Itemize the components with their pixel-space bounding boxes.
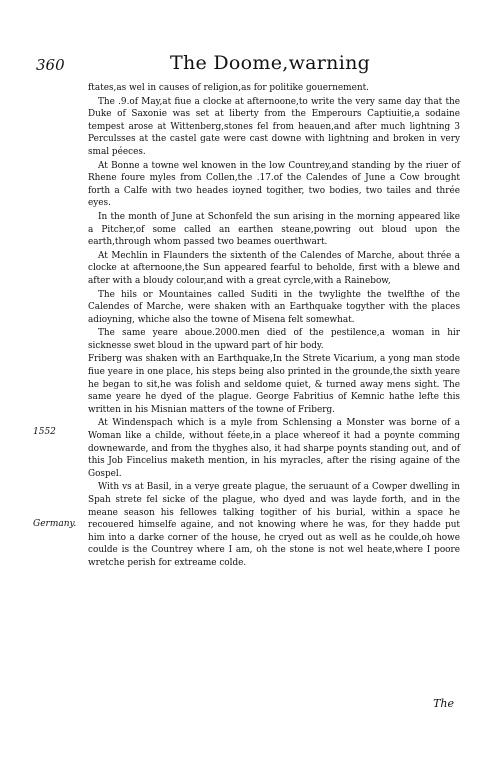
paragraph-schonfeld: In the month of June at Schonfeld the sun arising in the morning appeared like a Pitcher,of some called an earthen steane,powring out bloud upon the earth,through whom passed two beames ouerthwart. <box>88 211 460 248</box>
paragraph-windenspach: At Windenspach which is a myle from Schlensing a Monster was borne of a Woman like a childe, without féete,in a place whereof it had a poynte comming downewarde, and from the thyghes also, it had sharpe poynts standing out, and of this Job Fincelius maketh mention, in his myracles, after the rising againe of the Gospel. <box>88 418 460 479</box>
paragraph-mechlin: At Mechlin in Flaunders the sixtenth of the Calendes of Marche, about thrée a clocke at afternoone,the Sun appeared fearful to beholde, first with a blewe and after with a bloudy colour,and with a great cyrcle,with a Rainebow, <box>88 250 460 286</box>
paragraph-suditi: The hils or Mountaines called Suditi in the twylighte the twelfthe of the Calendes of Marche, were shaken with an Earthquake togyther with the places adioyning, whiche also the towne of Misena felt somewhat. <box>88 289 460 325</box>
paragraph-bonne: At Bonne a towne wel knowen in the low Countrey,and standing by the riuer of Rhene foure myles from Collen,the .17.of the Calendes of June a Cow brought forth a Calfe with two heades ioyned togither, two bodies, two tailes and thrée eyes. <box>88 160 460 209</box>
paragraph-pestilence: The same yeare abouе.2000.men died of the pestilence,a woman in hir sicknesse swet bloud in the upward part of hir body. <box>88 328 460 351</box>
margin-note-year: 1552 <box>33 427 56 437</box>
paragraph-basil: With vs at Basil, in a verye greate plague, the seruaunt of a Cowper dwelling in Spah strete fel sicke of the plague, who dyed and was layde forth, and in the meane season his fellowes talking togither of his burial, within a space he recouered himselfe againe, and not knowing where he was, for they hadde put him into a darke corner of the house, he cryed out as well as he coulde,oh howe coulde is the Countrey where I am, oh the stone is not wel heate,where I poore wretche perish for extreame colde. <box>88 482 460 568</box>
margin-note-germany: Germany. <box>33 519 77 529</box>
catchword: The <box>433 697 454 710</box>
paragraph-continued: ftates,as wel in causes of religion,as for politike gouernement. <box>88 83 369 93</box>
paragraph-wittenberg: The .9.of May,at fiue a clocke at afternoone,to write the very same day that the Duke of Saxonie was set at liberty from the Emperours Captiuitie,a sodaine tempest arose at Wittenberg,stones fel from heauen,and after much lightning 3 Perculsses at the castel gate were cast downe with lightning and broken in very smal péeces. <box>88 96 460 157</box>
body-text <box>88 82 460 571</box>
paragraph-friberg: Friberg was shaken with an Earthquake,In the Strete Vicarium, a yong man stode fiue yeare in one place, his steps being also printed in the grounde,the sixth yeare he began to sit,he was folish and seldome quiet, & turned away mens sight. The same yeare he dyed of the plague. George Fabritius of Kemnic hathe lefte this written in his Misnian matters of the towne of Friberg. <box>88 354 460 415</box>
running-head: The Doome,warning <box>170 52 371 74</box>
page-number: 360 <box>36 56 65 74</box>
